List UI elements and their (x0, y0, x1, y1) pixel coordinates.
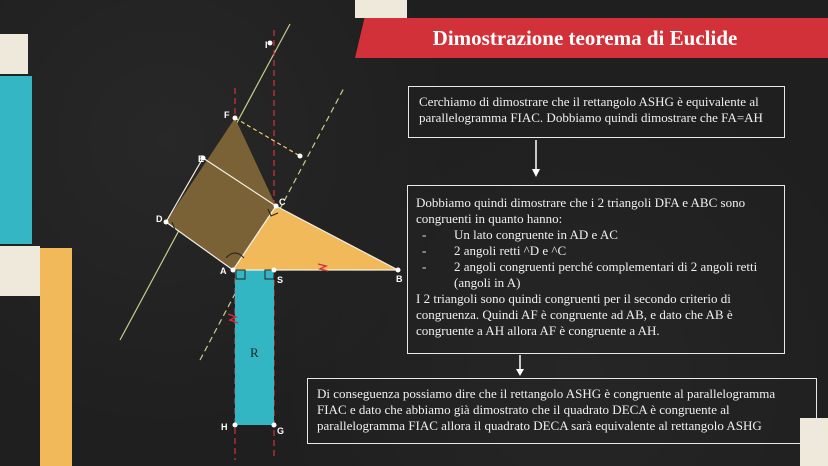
proof-intro: Dobbiamo quindi dimostrare che i 2 triangoli DFA e ABC sono congruenti in quanto hanno: (416, 195, 746, 226)
proof-box (407, 185, 785, 354)
slide-title: Dimostrazione teorema di Euclide (432, 26, 738, 50)
list-item (416, 259, 776, 291)
label-c: C (279, 197, 286, 207)
label-b: B (396, 274, 403, 284)
list-item-text: Un lato congruente in AD e AC (454, 227, 618, 242)
label-s: S (277, 275, 284, 285)
label-i: I (265, 40, 268, 50)
label-g: G (277, 426, 285, 436)
proof-conclusion: I 2 triangoli sono quindi congruenti per il secondo criterio di congruenza. Quindi AF è congruente ad AB, e dato che AB è congruente a AH allora AF è congruente a AH. (416, 291, 733, 338)
label-f: F (224, 110, 230, 120)
label-d: D (156, 214, 163, 224)
arrow-down-icon (514, 355, 526, 377)
label-a: A (220, 266, 227, 276)
label-e: E (198, 154, 205, 164)
list-item (416, 243, 776, 259)
statement-box: Cerchiamo di dimostrare che il rettangolo ASHG è equivalente al parallelogramma FIAC. Dobbiamo quindi dimostrare che FA=AH (408, 86, 785, 138)
arrow-down-icon (530, 140, 542, 178)
list-item-text: 2 angoli retti ^D e ^C (454, 243, 567, 258)
label-h: H (221, 422, 228, 432)
list-marker: - (422, 243, 427, 258)
list-marker: - (422, 227, 427, 242)
list-item-text: 2 angoli congruenti perché complementari di 2 angoli retti (angoli in A) (454, 259, 758, 290)
region-label-r: R (250, 345, 259, 360)
list-marker: - (422, 259, 427, 274)
conclusion-box: Di conseguenza possiamo dire che il rettangolo ASHG è congruente al parallelogramma FIAC e dato che abbiamo già dimostrato che il quadrato DECA è congruente al parallelogramma FIAC allora il quadrato DECA sarà equivalente al rettangolo ASHG (307, 378, 817, 444)
list-item (416, 227, 776, 243)
